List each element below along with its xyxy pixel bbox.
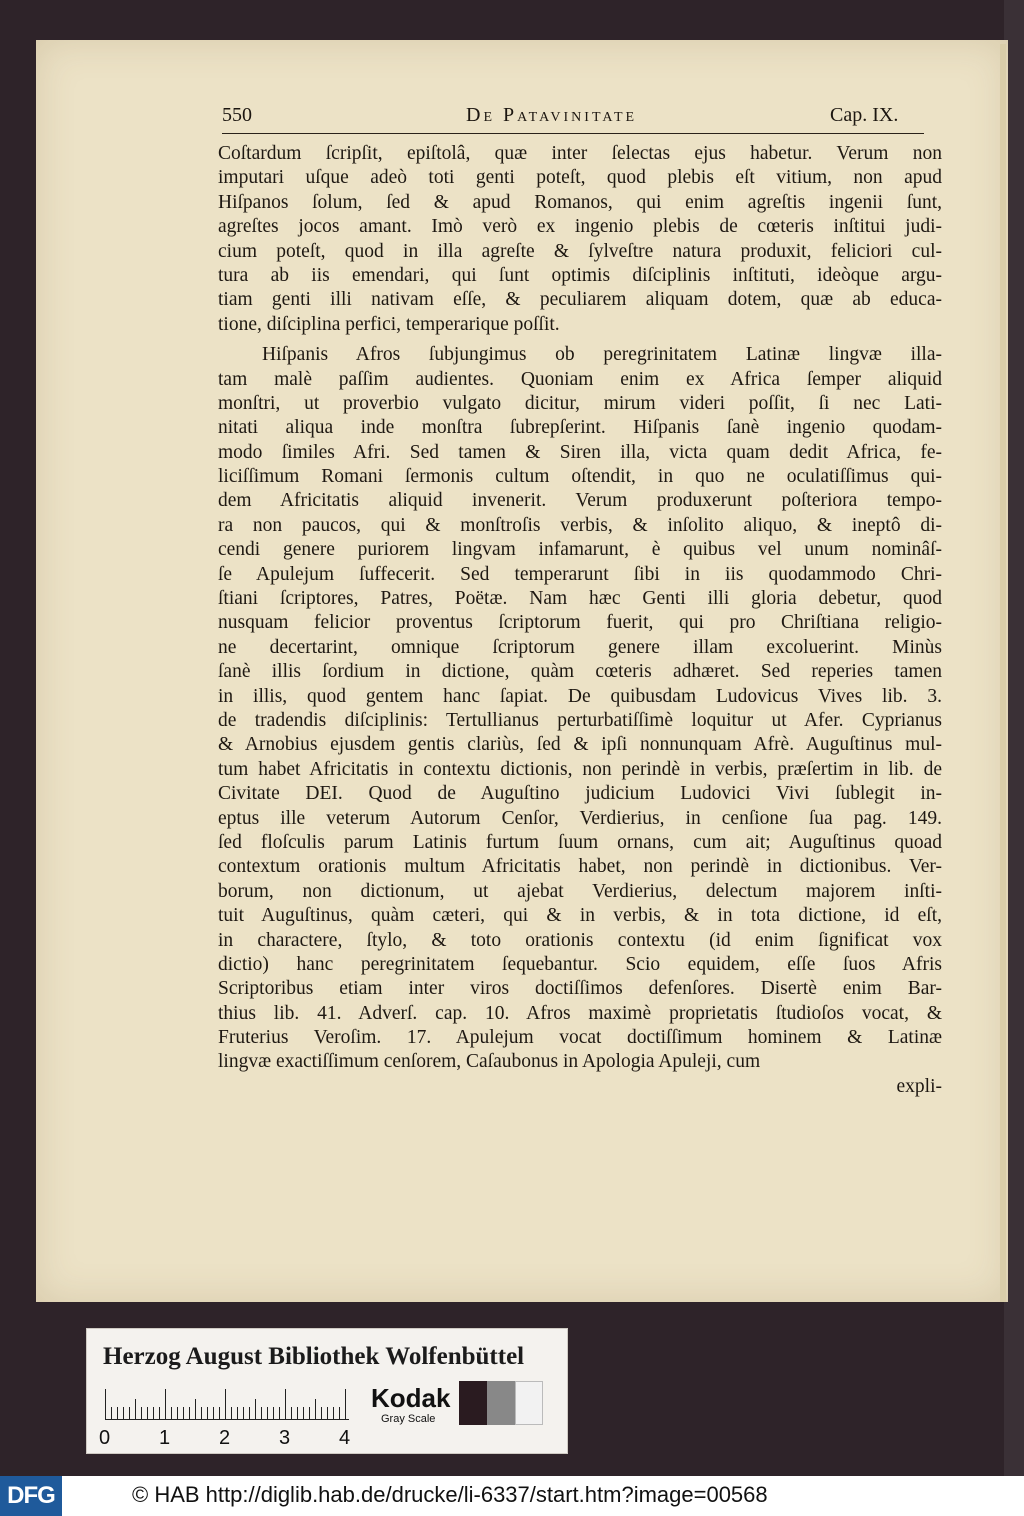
ruler-tick [171, 1407, 172, 1419]
ruler-tick [225, 1389, 226, 1419]
ruler-tick [117, 1407, 118, 1419]
text-line: cium poteſt, quod in illa agreſte & ſylveſtre natura produxit, feliciori cul- [218, 240, 942, 262]
swatch-light [515, 1381, 543, 1425]
running-head [222, 104, 922, 134]
text-line: Hiſpanos ſolum, ſed & apud Romanos, qui enim agreſtis ingenii ſunt, [218, 191, 942, 213]
ruler-tick [297, 1407, 298, 1419]
ruler-tick [321, 1407, 322, 1419]
text-line: monſtri, ut proverbio vulgato dicitur, mirum videri poſſit, ſi nec Lati- [218, 392, 942, 414]
page-edge [1000, 44, 1006, 1302]
text-line: agreſtes jocos amant. Imò verò ex ingenio plebis de cœteris inſtitui judi- [218, 216, 942, 238]
ruler-tick [129, 1407, 130, 1419]
text-line: ſed floſculis parum Latinis furtum ſuum ornans, cum ait; Auguſtinus quoad [218, 831, 942, 853]
text-line: tiam genti illi nativam eſſe, & peculiarem aliquam dotem, quæ ab educa- [218, 289, 942, 311]
text-line: borum, non dictionum, ut ajebat Verdierius, delectum majorem inſti- [218, 880, 942, 902]
library-name: Herzog August Bibliothek Wolfenbüttel [103, 1343, 525, 1370]
ruler-number-1: 1 [159, 1427, 171, 1449]
ruler-tick [327, 1407, 328, 1419]
text-line: Hiſpanis Afros ſubjungimus ob peregrinitatem Latinæ lingvæ illa- [262, 344, 942, 366]
text-line: liciſſimum Romani ſermonis cultum oſtendit, in quo ne oculatiſſimus qui- [218, 466, 942, 488]
ruler-tick [189, 1407, 190, 1419]
ruler-tick [201, 1407, 202, 1419]
ruler-tick [111, 1407, 112, 1419]
ruler-tick [345, 1389, 346, 1419]
text-line: modo ſimiles Afri. Sed tamen & Siren illa, victa quam dedit Africa, fe- [218, 441, 942, 463]
swatch-dark [459, 1381, 487, 1425]
scale-ruler [105, 1389, 349, 1419]
text-line: imputari uſque adeò toti genti poteſt, quod plebis eſt vitium, non apud [218, 167, 942, 189]
text-line: Scriptoribus etiam inter viros doctiſſimos defenſores. Disertè enim Bar- [218, 978, 942, 1000]
ruler-tick [309, 1407, 310, 1419]
running-title: De Patavinitate [466, 104, 638, 126]
text-line: ne decertarint, omnique ſcriptorum genere illam excoluerint. Minùs [218, 636, 942, 658]
ruler-tick [195, 1399, 196, 1419]
text-line: ſe Apulejum ſuffecerit. Sed temperarunt ſibi in iis quodammodo Chri- [218, 563, 942, 585]
ruler-tick [177, 1407, 178, 1419]
text-line: tuit Auguſtinus, quàm cæteri, qui & in verbis, & in tota dictione, id eſt, [218, 905, 942, 927]
ruler-tick [303, 1407, 304, 1419]
text-line: cendi genere puriorem lingvam infamarunt, è quibus vel unum nominâſ- [218, 539, 942, 561]
text-line: eptus ille veterum Autorum Cenſor, Verdierius, in cenſione ſua pag. 149. [218, 807, 942, 829]
text-line: thius lib. 41. Adverſ. cap. 10. Afros maximè proprietatis ſtudioſos vocat, & [218, 1002, 942, 1024]
ruler-tick [147, 1407, 148, 1419]
ruler-tick [261, 1407, 262, 1419]
ruler-tick [237, 1407, 238, 1419]
text-line: de tradendis diſciplinis: Tertullianus perturbatiſſimè loquitur ut Afer. Cyprianus [218, 709, 942, 731]
text-line: nitati aliqua inde monſtra ſubrepſerint. Hiſpanis ſanè ingenio quodam- [218, 417, 942, 439]
ruler-tick [219, 1407, 220, 1419]
ruler-tick [291, 1407, 292, 1419]
ruler-number-2: 2 [219, 1427, 231, 1449]
dfg-logo[interactable]: DFG [0, 1476, 62, 1516]
ruler-tick [135, 1399, 136, 1419]
text-line: in charactere, ſtylo, & toto orationis contextu (id enim ſignificat vox [218, 929, 942, 951]
ruler-tick [213, 1407, 214, 1419]
ruler-tick [141, 1407, 142, 1419]
text-line: Fruterius Veroſim. 17. Apulejum vocat doctiſſimum hominem & Latinæ [218, 1027, 942, 1049]
chapter-label: Cap. IX. [830, 104, 899, 126]
ruler-tick [183, 1407, 184, 1419]
kodak-logo-text: Kodak [371, 1383, 451, 1413]
ruler-tick [279, 1407, 280, 1419]
ruler-tick [255, 1399, 256, 1419]
ruler-tick [273, 1407, 274, 1419]
text-line: dem Africitatis aliquid invenerit. Verum produxerunt poſteriora tempo- [218, 490, 942, 512]
ruler-tick [267, 1407, 268, 1419]
ruler-number-4: 4 [339, 1427, 351, 1449]
gray-scale-label: Gray Scale [381, 1413, 436, 1425]
ruler-number-0: 0 [99, 1427, 111, 1449]
ruler-tick [243, 1407, 244, 1419]
text-line: tum habet Africitatis in contextu dictionis, non perindè in verbis, præſertim in lib. de [218, 758, 942, 780]
text-line: ra non paucos, qui & monſtroſis verbis, & inſolito aliquo, & ineptô di- [218, 514, 942, 536]
catchword: expli- [896, 1075, 942, 1097]
text-line: ſtiani ſcriptores, Patres, Poëtæ. Nam hæc Genti illi gloria debetur, quod [218, 588, 942, 610]
text-line: dictio) hanc peregrinitatem ſequebantur. Scio equidem, eſſe ſuos Afris [218, 953, 942, 975]
ruler-tick [285, 1389, 286, 1419]
ruler-tick [105, 1389, 106, 1419]
ruler-number-3: 3 [279, 1427, 291, 1449]
text-line: in illis, quod gentem hanc ſapiat. De quibusdam Ludovicus Vives lib. 3. [218, 685, 942, 707]
text-line: tura ab iis emendari, qui ſunt optimis diſciplinis inſtituti, ideòque argu- [218, 264, 942, 286]
text-line: Coſtardum ſcripſit, epiſtolâ, quæ inter ſelectas ejus habetur. Verum non [218, 143, 942, 164]
text-line: tione, diſciplina perfici, temperarique poſſit. [218, 313, 560, 335]
ruler-tick [207, 1407, 208, 1419]
body-text [218, 142, 942, 1099]
text-line: contextum orationis multum Africitatis habet, non perindè in dictionibus. Ver- [218, 856, 942, 878]
text-line: nusquam felicior proventus ſcriptorum fuerit, qui pro Chriſtiana religio- [218, 612, 942, 634]
ruler-tick [153, 1407, 154, 1419]
paragraph-2 [218, 343, 942, 1075]
text-line: ſanè illis ſordium in dictione, quàm cœteris adhæret. Sed reperies tamen [218, 661, 942, 683]
ruler-tick [159, 1407, 160, 1419]
swatch-mid [487, 1381, 515, 1425]
color-calibration-card [86, 1328, 568, 1454]
footer-bar [0, 1476, 1024, 1516]
text-line: lingvæ exactiſſimum cenſorem, Caſaubonus in Apologia Apuleji, cum [218, 1051, 761, 1073]
header-rule [222, 133, 924, 134]
paragraph-1 [218, 142, 942, 337]
text-line: Civitate DEI. Quod de Auguſtino judicium Ludovici Vivi ſublegit in- [218, 783, 942, 805]
text-line: tam malè paſſim audientes. Quoniam enim ex Africa ſemper aliquid [218, 368, 942, 390]
text-line: & Arnobius ejusdem gentis clariùs, ſed & ipſi nonnunquam Afrè. Auguſtinus mul- [218, 734, 942, 756]
ruler-tick [315, 1399, 316, 1419]
ruler-tick [339, 1407, 340, 1419]
page-number: 550 [222, 104, 252, 126]
ruler-tick [333, 1407, 334, 1419]
copyright-url[interactable]: © HAB http://diglib.hab.de/drucke/li-6337/start.htm?image=00568 [132, 1482, 768, 1507]
ruler-tick [123, 1407, 124, 1419]
ruler-tick [249, 1407, 250, 1419]
ruler-tick [165, 1389, 166, 1419]
ruler-tick [231, 1407, 232, 1419]
